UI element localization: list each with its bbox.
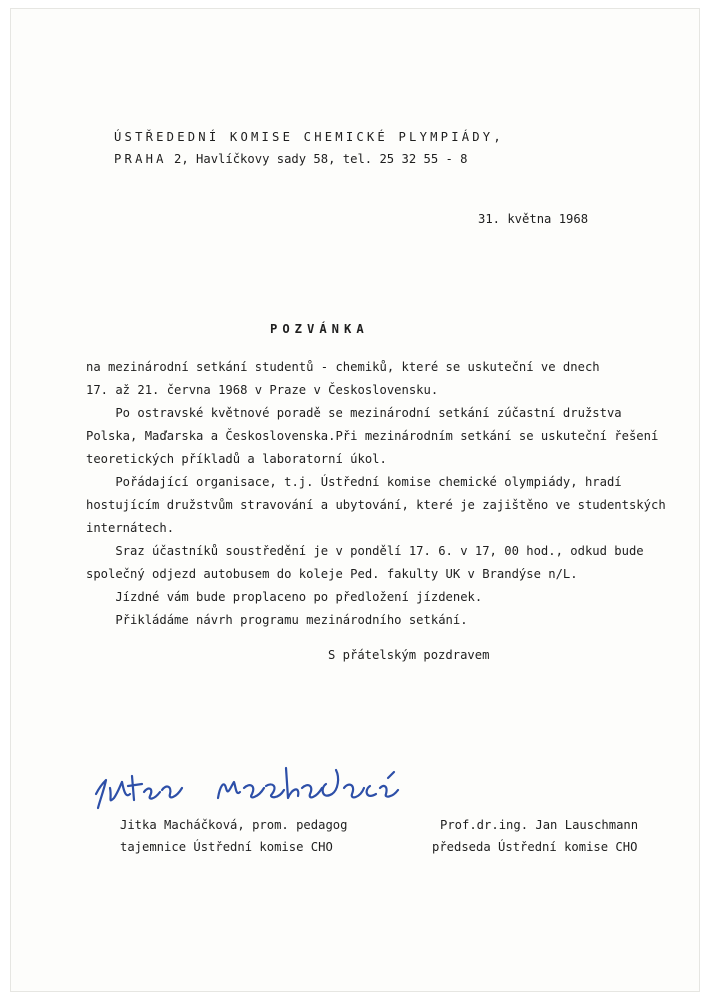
body-line: teoretických příkladů a laboratorní úkol. [86,452,387,466]
body-line: Po ostravské květnové poradě se mezinárodní setkání zúčastní družstva [86,406,622,420]
body-line: hostujícím družstvům stravování a ubytování, které je zajištěno ve studentských [86,498,666,512]
body-line: společný odjezd autobusem do koleje Ped. fakulty UK v Brandýse n/L. [86,567,578,581]
letterhead-city: PRAHA [114,152,167,166]
right-signatory-role: předseda Ústřední komise CHO [432,840,638,854]
body-line: Přikládáme návrh programu mezinárodního setkání. [86,613,468,627]
handwritten-signature [88,758,428,818]
body-line: na mezinárodní setkání studentů - chemiků, které se uskuteční ve dnech [86,360,600,374]
body-line: Sraz účastníků soustředění je v pondělí 17. 6. v 17, 00 hod., odkud bude [86,544,644,558]
body-line: 17. až 21. června 1968 v Praze v Československu. [86,383,439,397]
closing-greeting: S přátelským pozdravem [328,648,490,662]
body-line: Jízdné vám bude proplaceno po předložení jízdenek. [86,590,483,604]
letter-date: 31. května 1968 [478,212,589,226]
letterhead-line-2 [114,152,468,166]
left-signatory-role: tajemnice Ústřední komise CHO [120,840,333,854]
body-line: Pořádající organisace, t.j. Ústřední komise chemické olympiády, hradí [86,475,622,489]
letter-title: POZVÁNKA [270,322,369,336]
letterhead-line-1: ÚSTŘEDEDNÍ KOMISE CHEMICKÉ PLYMPIÁDY, [114,130,504,144]
letterhead-address: 2, Havlíčkovy sady 58, tel. 25 32 55 - 8 [166,152,468,166]
right-signatory-name: Prof.dr.ing. Jan Lauschmann [440,818,639,832]
body-line: internátech. [86,521,175,535]
left-signatory-name: Jitka Macháčková, prom. pedagog [120,818,348,832]
body-line: Polska, Maďarska a Československa.Při mezinárodním setkání se uskuteční řešení [86,429,659,443]
